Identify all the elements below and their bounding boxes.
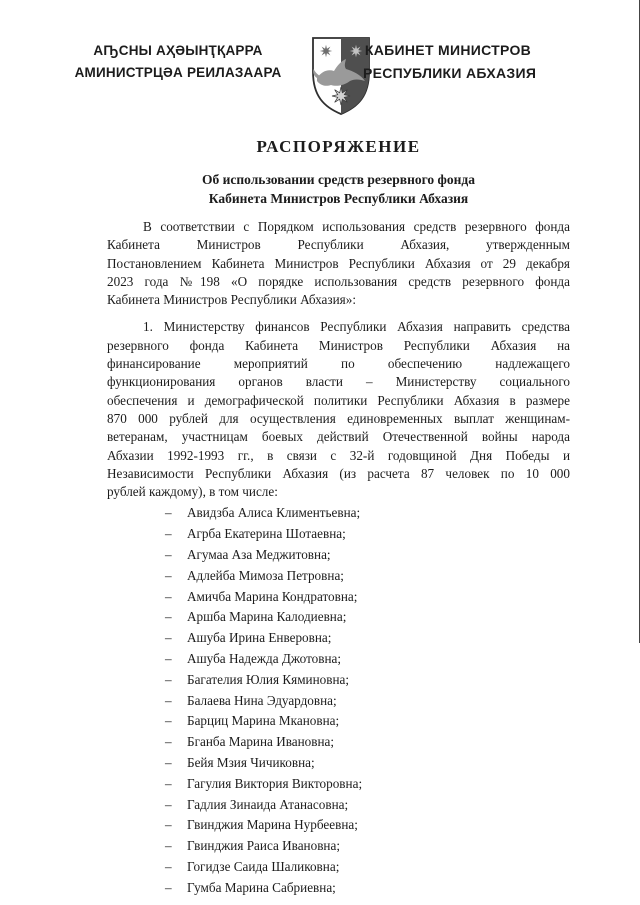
person-name: Аршба Марина Калодиевна; (187, 609, 347, 625)
person-name: Барциц Марина Мкановна; (187, 713, 340, 729)
paragraph-line: рублей каждому), в том числе: (107, 484, 278, 500)
list-item (107, 774, 570, 795)
person-name: Ашуба Надежда Джотовна; (187, 651, 342, 667)
list-dash-marker: – (165, 838, 172, 854)
list-item (107, 691, 570, 712)
paragraph-line: функционирования органов власти – Министерству социального (107, 374, 570, 390)
document-body (107, 138, 570, 899)
list-item (107, 545, 570, 566)
paragraph-line: 2023 года №198 «О порядке использования средств резервного фонда (107, 273, 570, 289)
list-item (107, 732, 570, 753)
person-name: Амичба Марина Кондратовна; (187, 588, 358, 604)
paragraph-line: Абхазии 1992-1993 гг., в связи с 32-й годовщиной Дня Победы и (107, 447, 570, 463)
paragraph-line: ветеранам, участницам боевых действий Отечественной войны народа (107, 429, 570, 445)
list-dash-marker: – (165, 713, 172, 729)
item-1-paragraph (107, 318, 570, 501)
paragraph-line: Кабинета Министров Республики Абхазия»: (107, 292, 356, 308)
preamble-paragraph (107, 218, 570, 309)
person-name: Гумба Марина Сабриевна; (187, 879, 336, 895)
list-item (107, 878, 570, 899)
list-item (107, 607, 570, 628)
org-name-abkhazian (66, 40, 290, 84)
person-name: Гвинджия Марина Нурбеевна; (187, 817, 358, 833)
org-right-line2: РЕСПУБЛИКИ АБХАЗИЯ (363, 65, 537, 81)
list-item (107, 795, 570, 816)
list-dash-marker: – (165, 859, 172, 874)
person-name: Бейя Мзия Чичиковна; (187, 755, 315, 771)
paragraph-line: 1. Министерству финансов Республики Абхазия направить средства (143, 319, 570, 335)
subject-line1: Об использовании средств резервного фонда (201, 172, 475, 187)
paragraph-line: Независимости Республики Абхазия (из расчета 87 человек по 10 000 (107, 465, 570, 481)
list-item (107, 587, 570, 608)
paragraph-line: Кабинета Министров Республики Абхазия, утвержденным (107, 237, 570, 253)
person-name: Адлейба Мимоза Петровна; (187, 567, 344, 583)
list-item (107, 857, 570, 878)
paragraph-line: резервного фонда Кабинета Министров Республики Абхазия на (107, 337, 570, 353)
subject-line2: Кабинета Министров Республики Абхазия (208, 191, 469, 206)
document-title: РАСПОРЯЖЕНИЕ (256, 137, 421, 156)
list-dash-marker: – (165, 505, 172, 521)
org-right-line1: КАБИНЕТ МИНИСТРОВ (364, 42, 532, 58)
org-left-line1: АҦСНЫ АҲӘЫНҬҚАРРА (93, 43, 263, 58)
person-name: Балаева Нина Эдуардовна; (187, 692, 337, 708)
paragraph-line: В соответствии с Порядком использования средств резервного фонда (143, 219, 570, 234)
list-dash-marker: – (165, 796, 172, 812)
person-name: Багателия Юлия Кяминовна; (187, 671, 350, 687)
list-item (107, 524, 570, 545)
paragraph-line: 870 000 рублей для осуществления единовременных выплат женщинам- (107, 410, 570, 426)
list-dash-marker: – (165, 630, 172, 646)
person-name: Агрба Екатерина Шотаевна; (187, 526, 346, 542)
person-name: Гагулия Виктория Викторовна; (187, 775, 363, 791)
list-item (107, 628, 570, 649)
org-name-russian (363, 39, 537, 85)
list-item (107, 815, 570, 836)
person-name: Ашуба Ирина Енверовна; (187, 630, 332, 646)
list-dash-marker: – (165, 671, 172, 687)
list-dash-marker: – (165, 651, 172, 667)
list-dash-marker: – (165, 692, 172, 708)
list-dash-marker: – (165, 547, 172, 563)
list-item (107, 670, 570, 691)
list-dash-marker: – (165, 588, 172, 604)
person-name: Авидзба Алиса Климентьевна; (187, 505, 361, 521)
list-item (107, 649, 570, 670)
list-item (107, 503, 570, 524)
person-name: Гвинджия Раиса Ивановна; (187, 838, 340, 854)
list-dash-marker: – (165, 734, 172, 750)
list-item (107, 566, 570, 587)
list-dash-marker: – (165, 775, 172, 791)
org-left-line2: АМИНИСТРЦӘА РЕИЛАЗААРА (74, 65, 282, 80)
list-dash-marker: – (165, 609, 172, 625)
list-item (107, 753, 570, 774)
person-name: Агумаа Аза Меджитовна; (187, 547, 331, 563)
paragraph-line: Постановлением Кабинета Министров Республики Абхазия от 29 декабря (107, 255, 570, 271)
person-name: Гогидзе Саида Шаликовна; (187, 859, 340, 874)
list-dash-marker: – (165, 879, 172, 895)
list-dash-marker: – (165, 817, 172, 833)
document-subject (107, 170, 570, 208)
list-item (107, 711, 570, 732)
list-item (107, 836, 570, 857)
paragraph-line: финансирование мероприятий по обеспечению надлежащего (107, 356, 570, 372)
list-dash-marker: – (165, 567, 172, 583)
list-dash-marker: – (165, 755, 172, 771)
list-dash-marker: – (165, 526, 172, 542)
paragraph-line: обеспечения и демографической политики Республики Абхазия в размере (107, 392, 570, 408)
person-name: Гадлия Зинаида Атанасовна; (187, 796, 349, 812)
person-name: Бганба Марина Ивановна; (187, 734, 335, 750)
beneficiaries-list (107, 503, 570, 898)
